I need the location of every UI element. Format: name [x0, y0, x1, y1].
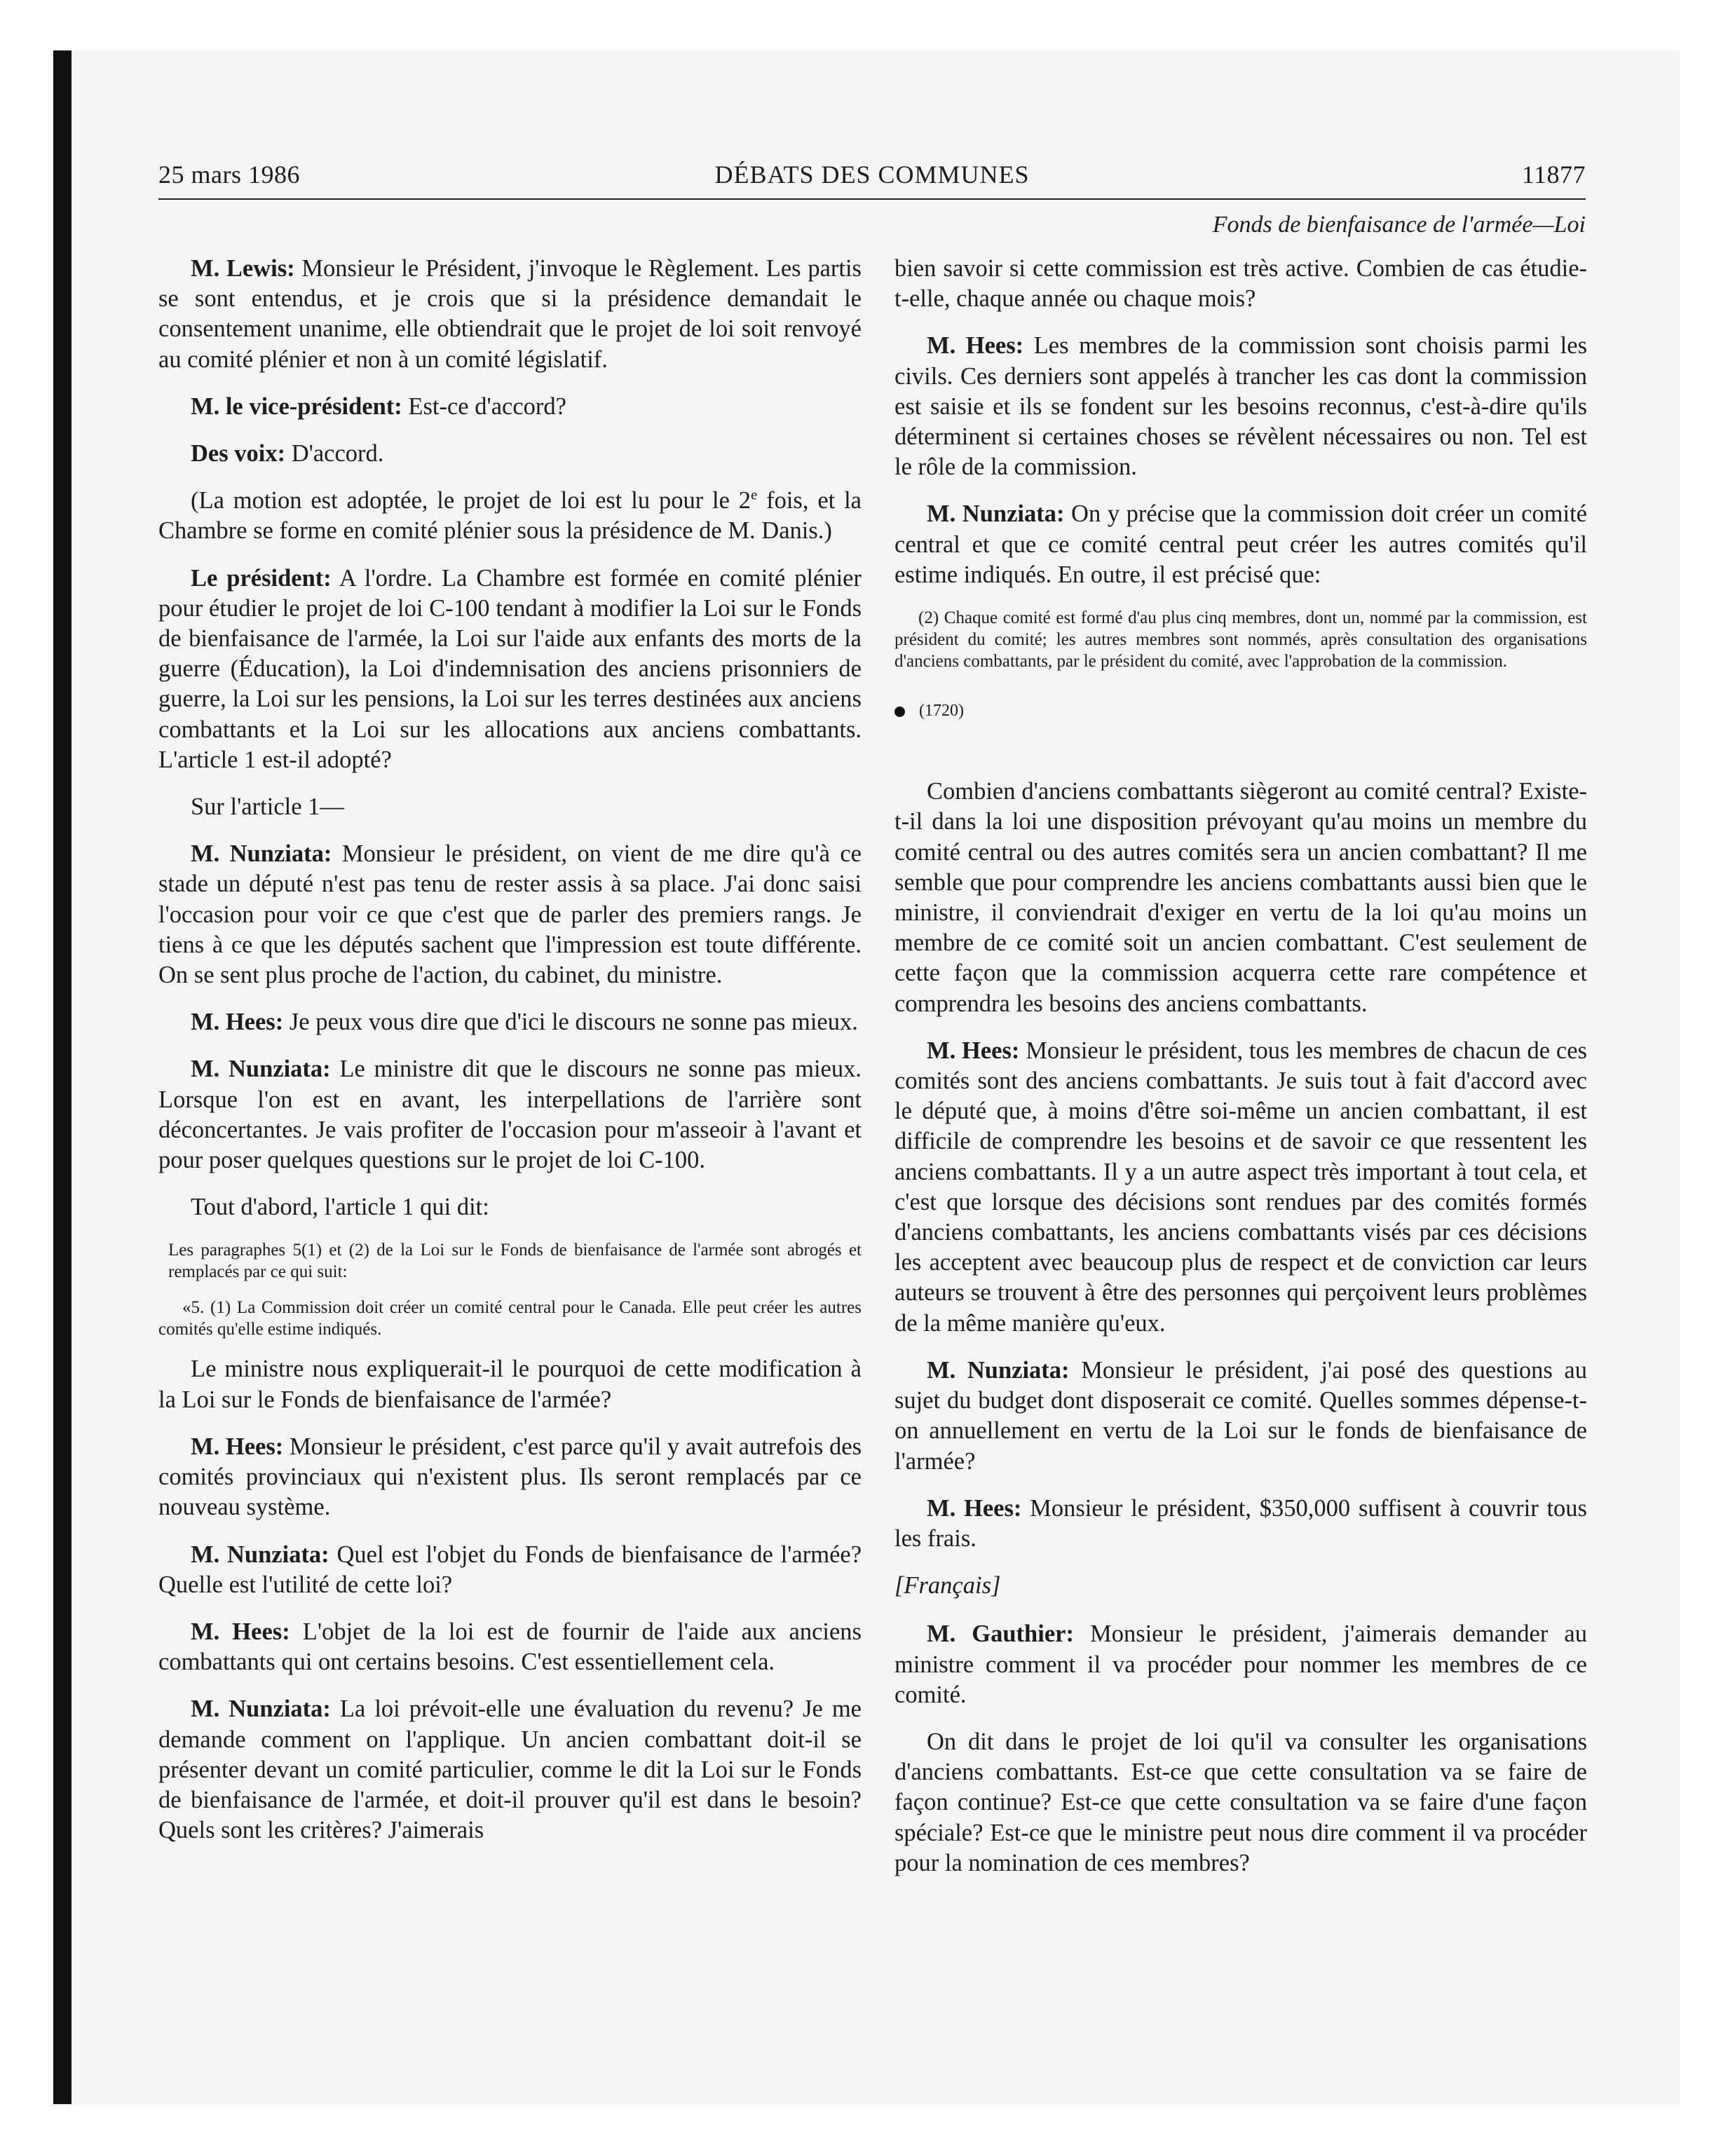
paragraph: Le président: A l'ordre. La Chambre est formée en comité plénier pour étudier le projet de loi C-100 tendant à modifier la Loi sur le Fonds de bienfaisance de l'armée, la Loi sur l'aide aux enfants des morts de la guerre (Éducation), la Loi d'indemnisation des anciens prisonniers de guerre, la Loi sur les pensions, la Loi sur les terres destinées aux anciens combattants et la Loi sur les allocations aux anciens combattants. L'article 1 est-il adopté?	[158, 564, 862, 773]
paragraph: M. Hees: Monsieur le président, tous les membres de chacun de ces comités sont des anciens combattants. Je suis tout à fait d'accord avec le député que, à moins d'être soi-même un ancien combattant, il est difficile de comprendre les besoins et de savoir ce que ressentent les anciens combattants. Il y a un autre aspect très important à tout cela, et c'est que lorsque des décisions sont rendues par des comités formés d'anciens combattants, les anciens combattants visés par ces décisions les acceptent avec beaucoup plus de respect et de conviction car leurs auteurs se trouvent à être des personnes qui perçoivent leurs problèmes de la même manière qu'eux.	[894, 1037, 1587, 1337]
speaker: Le président:	[191, 564, 332, 592]
paragraph: M. Hees: Les membres de la commission sont choisis parmi les civils. Ces derniers sont appelés à trancher les cas dont la commission est saisie et ils se fondent sur les besoins reconnus, c'est-à-dire qu'ils déterminent si certaines choses se révèlent nécessaires ou non. Tel est le rôle de la commission.	[894, 332, 1587, 481]
paragraph: M. Lewis: Monsieur le Président, j'invoque le Règlement. Les partis se sont entendus, et je crois que si la présidence demandait le consentement unanime, elle obtiendrait que le projet de loi soit renvoyé au comité plénier et non à un comité législatif.	[158, 255, 862, 373]
header-date: 25 mars 1986	[158, 161, 300, 189]
speaker: M. Hees:	[191, 1618, 290, 1645]
paragraph: M. Hees: L'objet de la loi est de fournir de l'aide aux anciens combattants qui ont certains besoins. C'est essentiellement cela.	[158, 1618, 862, 1676]
bullet-icon	[894, 707, 905, 717]
quoted-text: (2) Chaque comité est formé d'au plus cinq membres, dont un, nommé par la commission, est président du comité; les autres membres sont nommés, après consultation des organisations d'anciens combattants, par le président du comité, avec l'approbation de la commission.	[894, 608, 1587, 671]
paragraph: Tout d'abord, l'article 1 qui dit:	[191, 1194, 489, 1221]
header-rule	[158, 198, 1586, 200]
quoted-text: «5. (1) La Commission doit créer un comité central pour le Canada. Elle peut créer les autres comités qu'elle estime indiqués.	[158, 1298, 862, 1339]
paragraph: M. Gauthier: Monsieur le président, j'aimerais demander au ministre comment il va procéder pour nommer les membres de ce comité.	[894, 1621, 1587, 1708]
paragraph: M. le vice-président: Est-ce d'accord?	[191, 393, 566, 420]
page-header	[158, 160, 1586, 198]
paragraph: bien savoir si cette commission est très active. Combien de cas étudie-t-elle, chaque année ou chaque mois?	[894, 255, 1587, 313]
paragraph: M. Hees: Je peux vous dire que d'ici le discours ne sonne pas mieux.	[191, 1009, 858, 1036]
speaker: Des voix:	[191, 440, 286, 468]
binding-edge	[53, 50, 72, 2104]
speaker: M. Hees:	[191, 1009, 284, 1036]
paragraph: Le ministre nous expliquerait-il le pourquoi de cette modification à la Loi sur le Fonds de bienfaisance de l'armée?	[158, 1356, 862, 1413]
speaker: M. Hees:	[927, 332, 1024, 360]
paragraph: M. Hees: Monsieur le président, $350,000 suffisent à couvrir tous les frais.	[894, 1494, 1587, 1552]
speaker: M. Nunziata:	[927, 1356, 1070, 1384]
header-title: DÉBATS DES COMMUNES	[714, 161, 1030, 189]
paragraph: M. Nunziata: Quel est l'objet du Fonds de bienfaisance de l'armée? Quelle est l'utilité de cette loi?	[158, 1541, 862, 1598]
left-column	[158, 254, 862, 1862]
paragraph: M. Nunziata: Monsieur le président, on vient de me dire qu'à ce stade un député n'est pas tenu de rester assis à sa place. J'ai donc saisi l'occasion pour voir ce que c'est que de parler des premiers rangs. Je tiens à ce que les députés sachent que l'impression est toute différente. On se sent plus proche de l'action, du cabinet, du ministre.	[158, 840, 862, 989]
speaker: M. Nunziata:	[191, 1056, 331, 1083]
paragraph: Des voix: D'accord.	[191, 440, 384, 468]
page-number: 11877	[1521, 161, 1586, 189]
speaker: M. Nunziata:	[191, 1696, 331, 1723]
right-column	[894, 254, 1587, 1895]
paragraph: Sur l'article 1—	[191, 793, 344, 821]
paragraph: On dit dans le projet de loi qu'il va consulter les organisations d'anciens combattants. Est-ce que cette consultation va se faire de façon continue? Est-ce que cette consultation va se faire d'une façon spéciale? Est-ce que le ministre peut nous dire comment il va procéder pour la nomination de ces membres?	[894, 1728, 1587, 1876]
speaker: M. Lewis:	[191, 255, 295, 282]
speaker: M. Nunziata:	[927, 500, 1065, 528]
running-title: Fonds de bienfaisance de l'armée—Loi	[1212, 212, 1586, 238]
quoted-text: Les paragraphes 5(1) et (2) de la Loi sur le Fonds de bienfaisance de l'armée sont abrogés et remplacés par ce qui suit:	[168, 1241, 862, 1282]
speaker: M. Nunziata:	[191, 840, 332, 868]
speaker: M. Hees:	[927, 1494, 1022, 1522]
language-marker: [Français]	[894, 1572, 1001, 1599]
procedural-note: (La motion est adoptée, le projet de loi est lu pour le 2e fois, et la Chambre se forme en comité plénier sous la présidence de M. Danis.)	[158, 487, 862, 545]
speaker: M. Nunziata:	[191, 1541, 329, 1568]
speaker: M. Hees:	[927, 1037, 1020, 1064]
paragraph: M. Hees: Monsieur le président, c'est parce qu'il y avait autrefois des comités provinciaux qui n'existent plus. Ils seront remplacés par ce nouveau système.	[158, 1433, 862, 1521]
paragraph: M. Nunziata: Monsieur le président, j'ai posé des questions au sujet du budget dont disposerait ce comité. Quelles sommes dépense-t-on annuellement en vertu de la Loi sur le fonds de bienfaisance de l'armée?	[894, 1356, 1587, 1475]
speaker: M. Hees:	[191, 1433, 284, 1460]
timestamp: (1720)	[894, 696, 1587, 726]
paragraph: M. Nunziata: La loi prévoit-elle une évaluation du revenu? Je me demande comment on l'applique. Un ancien combattant doit-il se présenter devant un comité particulier, comme le dit la Loi sur le Fonds de bienfaisance de l'armée, et doit-il prouver qu'il est dans le besoin? Quels sont les critères? J'aimerais	[158, 1696, 862, 1844]
speaker: M. le vice-président:	[191, 393, 402, 420]
paragraph: M. Nunziata: Le ministre dit que le discours ne sonne pas mieux. Lorsque l'on est en avant, les interpellations de l'arrière sont déconcertantes. Je vais profiter de l'occasion pour m'asseoir à l'avant et pour poser quelques questions sur le projet de loi C-100.	[158, 1056, 862, 1174]
paragraph: M. Nunziata: On y précise que la commission doit créer un comité central et que ce comité central peut créer les autres comités qu'il estime indiqués. En outre, il est précisé que:	[894, 500, 1587, 588]
speaker: M. Gauthier:	[927, 1621, 1074, 1648]
paragraph: Combien d'anciens combattants siègeront au comité central? Existe-t-il dans la loi une disposition prévoyant qu'au moins un membre du comité central ou des autres comités sera un ancien combattant? Il me semble que pour comprendre les anciens combattants aussi bien que le ministre, il conviendrait d'exiger en vertu de la loi qu'au moins un membre de ce comité soit un ancien combattant. C'est seulement de cette façon que la commission acquerra cette rare compétence et comprendra les besoins des anciens combattants.	[894, 778, 1587, 1017]
